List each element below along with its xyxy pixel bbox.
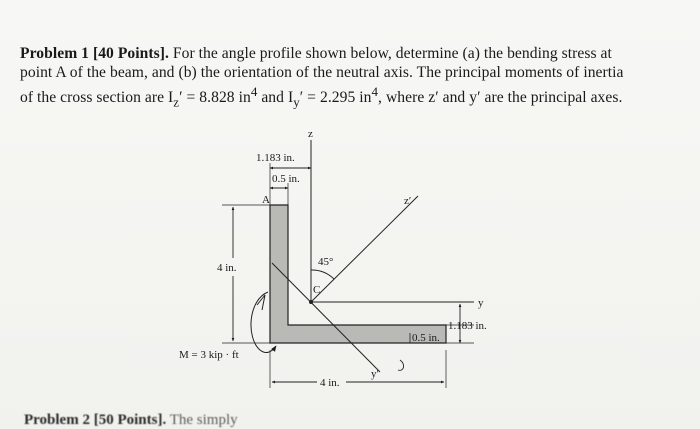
label-dim-right-width: 1.183 in. — [448, 320, 487, 332]
label-point-a: A — [262, 194, 270, 206]
label-y-axis: y — [478, 297, 484, 309]
centroid-mark — [309, 300, 313, 304]
problem-line-3: of the cross section are $I_z' = 8.828$ $in^4$ and $I_y' = 2.295$ $in^4$, where z′ and y′ are the principal axes. — [20, 84, 623, 110]
label-dim-right-thickness: 0.5 in. — [412, 332, 440, 344]
label-dim-bottom-length: 4 in. — [320, 377, 340, 389]
problem-line-1: Problem 1 [40 Points]. For the angle profile shown below, determine (a) the bending stress at — [20, 45, 612, 62]
label-z-prime-axis: z′ — [404, 195, 412, 207]
label-moment: M = 3 kip · ft — [179, 349, 239, 361]
angle-arc — [311, 270, 334, 279]
label-angle: 45° — [318, 256, 334, 268]
angle-section — [270, 205, 446, 343]
label-y-prime-axis: y′ — [371, 368, 379, 380]
label-dim-top-thickness: 0.5 in. — [272, 173, 300, 185]
label-dim-top-width: 1.183 in. — [256, 152, 295, 164]
label-z-axis: z — [308, 128, 313, 140]
y-prime-hook-icon — [398, 360, 404, 370]
next-problem-heading: Problem 2 [50 Points]. The simply — [24, 412, 238, 428]
problem-line-2: point A of the beam, and (b) the orientation of the neutral axis. The principal moments of inertia — [20, 64, 624, 81]
problem-title: Problem 1 [40 Points]. — [20, 45, 169, 62]
label-centroid-c: C — [313, 284, 321, 296]
z-prime-axis — [311, 196, 418, 302]
label-dim-height: 4 in. — [217, 262, 237, 274]
